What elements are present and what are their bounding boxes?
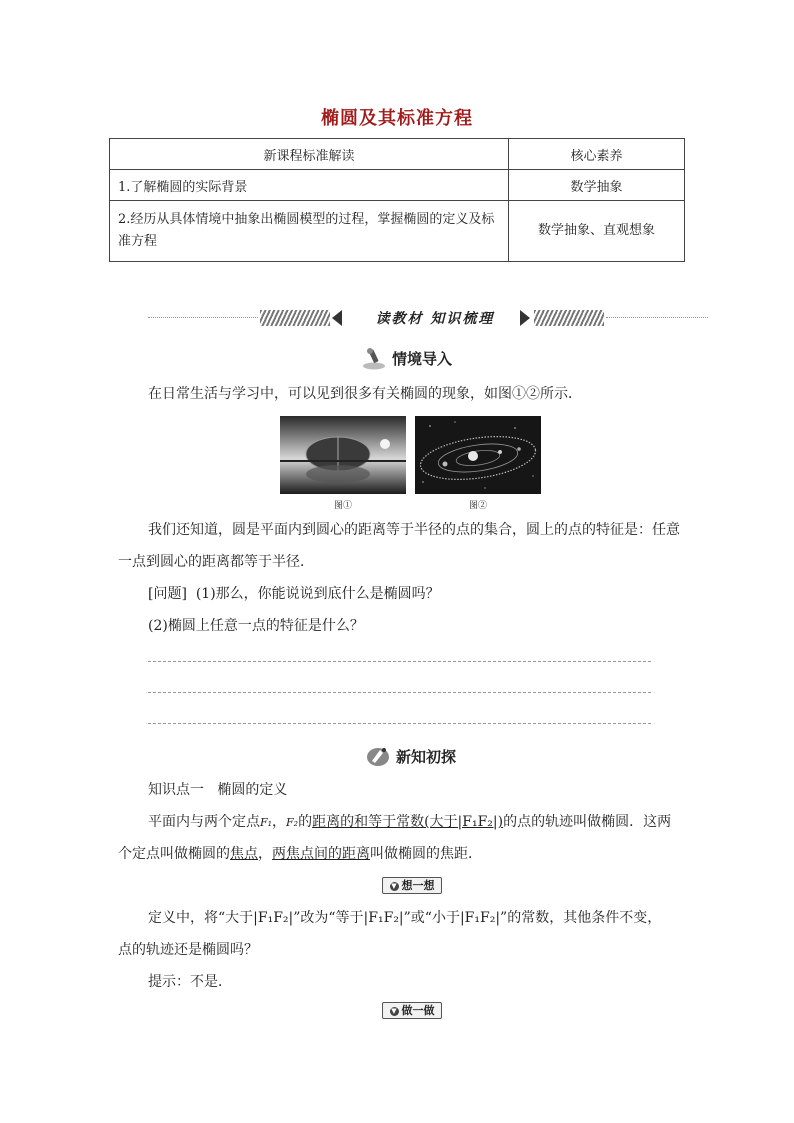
intro-text: 在日常生活与学习中，可以见到很多有关椭圆的现象，如图①②所示． [148,386,582,402]
microscope-icon [360,346,388,370]
question-1-text: (1)那么，你能说说到底什么是椭圆吗？ [195,586,440,602]
table-header-literacy: 核心素养 [509,139,685,170]
banner-arrow-right-icon [520,310,530,326]
definition-text: 个定点叫做椭圆的 [118,846,230,862]
definition-underline-focal-distance: 两焦点间的距离 [272,846,370,862]
chevron-down-icon: ▼ [391,882,397,890]
banner-stripe-left [260,310,330,326]
definition-text: 的 [298,814,313,830]
table-row [110,201,685,262]
definition-line-2 [118,844,482,864]
table-header-standard: 新课程标准解读 [110,139,509,170]
definition-underline-distance-sum: 距离的和等于常数(大于|F₁F₂|) [312,814,504,830]
chevron-down-icon: ▼ [391,1007,397,1015]
answer-line [148,692,651,693]
new-knowledge-icon [364,744,392,768]
table-cell-standard: 2.经历从具体情境中抽象出椭圆模型的过程，掌握椭圆的定义及标准方程 [110,201,509,262]
question-1 [148,584,440,604]
definition-text: 平面内与两个定点 [148,814,260,830]
solar-system-photo [415,416,541,494]
banner-dots-left [148,317,258,318]
table-cell-literacy: 数学抽象、直观想象 [509,201,685,262]
circle-text-line-1: 我们还知道，圆是平面内到圆心的距离等于半径的点的集合，圆上的点的特征是：任意 [148,522,680,538]
ellipse-building-photo [280,416,406,494]
figure-caption-2: 图② [468,501,487,511]
circle-text-line-2: 一点到圆心的距离都等于半径． [118,554,314,570]
definition-separator: ， [272,814,287,830]
do-label-text: 做一做 [401,1004,435,1017]
hint-text: 提示：不是． [148,974,232,990]
kp1-name: 椭圆的定义 [217,782,288,798]
question-2: (2)椭圆上任意一点的特征是什么？ [148,618,364,634]
section-intro-title: 情境导入 [392,349,453,368]
focus-f2: F₂ [286,816,299,829]
think-label-text: 想一想 [401,879,435,892]
definition-text: 叫做椭圆的焦距． [370,846,482,862]
question-tag: [问题] [148,586,187,602]
curriculum-table [109,138,685,262]
banner-stripe-right [534,310,604,326]
section-new-heading [364,744,456,768]
think-text-line-1: 定义中，将“大于|F₁F₂|”改为“等于|F₁F₂|”或“小于|F₁F₂|”的常数，其他条件不变， [148,910,662,926]
page-title: 椭圆及其标准方程 [321,108,473,129]
table-row [110,170,685,201]
table-cell-standard: 1.了解椭圆的实际背景 [110,170,509,201]
figure-caption-1: 图① [333,501,352,511]
definition-line-1 [148,812,671,833]
definition-text: 的点的轨迹叫做椭圆．这两 [503,814,672,830]
banner-arrow-left-icon [332,310,342,326]
banner-dots-right [606,317,708,318]
table-cell-literacy: 数学抽象 [509,170,685,201]
answer-line [148,661,651,662]
section-new-title: 新知初探 [396,747,457,766]
think-text-line-2: 点的轨迹还是椭圆吗？ [118,942,258,958]
kp1-label: 知识点一 [148,782,204,798]
definition-text: ， [258,846,272,862]
focus-f1: F₁ [260,816,273,829]
table-header-row [110,139,685,170]
answer-line [148,723,651,724]
definition-underline-foci: 焦点 [230,846,258,862]
section-intro-heading [360,346,452,370]
knowledge-point-1 [148,780,287,800]
banner-label: 读教材 知识梳理 [375,311,495,327]
think-label [382,877,442,894]
do-label [382,1002,442,1019]
section-banner [148,308,708,328]
